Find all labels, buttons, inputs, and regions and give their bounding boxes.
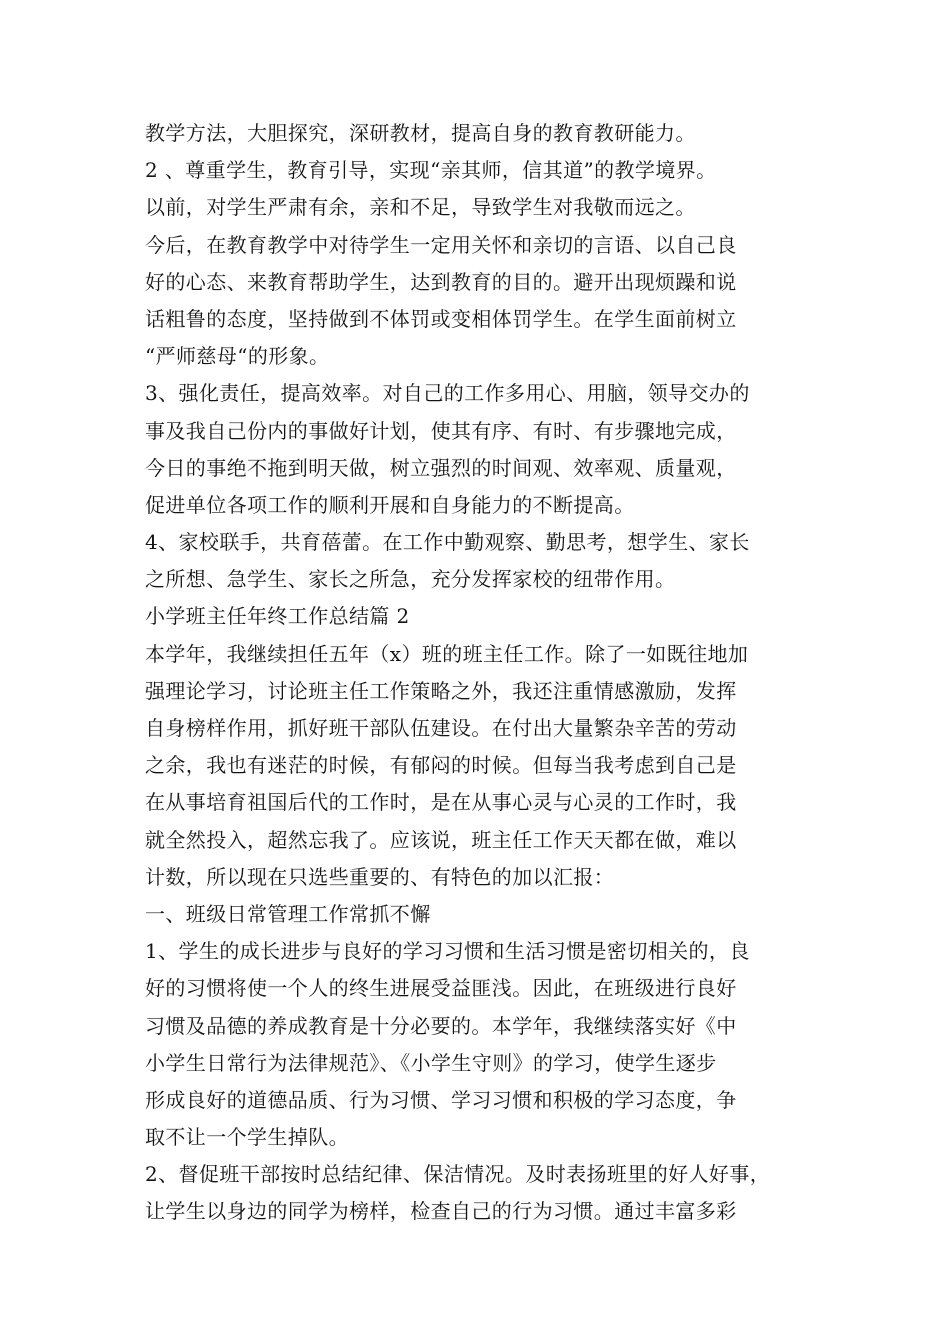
text-line: 本学年，我继续担任五年（x）班的班主任工作。除了一如既往地加 xyxy=(145,641,749,666)
document-body xyxy=(145,115,845,1231)
text-line: 话粗鲁的态度，坚持做到不体罚或变相体罚学生。在学生面前树立 xyxy=(145,306,737,331)
text-line: 以前，对学生严肃有余，亲和不足，导致学生对我敬而远之。 xyxy=(145,195,696,220)
text-line: 事及我自己份内的事做好计划，使其有序、有时、有步骤地完成， xyxy=(145,418,737,443)
text-line: 今日的事绝不拖到明天做，树立强烈的时间观、效率观、质量观， xyxy=(145,455,737,480)
text-line: 自身榜样作用，抓好班干部队伍建设。在付出大量繁杂辛苦的劳动 xyxy=(145,716,737,740)
text-line: 取不让一个学生掉队。 xyxy=(145,1125,349,1150)
text-line: “严师慈母“的形象。 xyxy=(145,344,330,369)
text-line: 小学生日常行为法律规范》、《小学生守则》的学习，使学生逐步 xyxy=(145,1050,717,1075)
text-line: 让学生以身边的同学为榜样，检查自己的行为习惯。通过丰富多彩 xyxy=(145,1199,737,1224)
text-line: 之余，我也有迷茫的时候，有郁闷的时候。但每当我考虑到自己是 xyxy=(145,753,737,778)
text-line: 2 、尊重学生，教育引导，实现“亲其师，信其道”的教学境界。 xyxy=(145,158,717,183)
text-line: 计数，所以现在只选些重要的、有特色的加以汇报： xyxy=(145,864,615,889)
text-line: 教学方法，大胆探究，深研教材，提高自身的教育教研能力。 xyxy=(145,121,696,145)
text-line: 1、学生的成长进步与良好的学习习惯和生活习惯是密切相关的，良 xyxy=(145,939,750,964)
text-line: 3、强化责任，提高效率。对自己的工作多用心、用脑，领导交办的 xyxy=(145,381,750,406)
text-line: 在从事培育祖国后代的工作时，是在从事心灵与心灵的工作时，我 xyxy=(145,790,737,815)
text-line: 强理论学习，讨论班主任工作策略之外，我还注重情感激励，发挥 xyxy=(145,678,737,703)
text-line: 之所想、急学生、家长之所急，充分发挥家校的纽带作用。 xyxy=(145,567,676,592)
text-line: 习惯及品德的养成教育是十分必要的。本学年，我继续落实好《中 xyxy=(145,1013,737,1038)
section-heading: 小学班主任年终工作总结篇 2 xyxy=(145,604,410,629)
text-line: 就全然投入，超然忘我了。应该说，班主任工作天天都在做，难以 xyxy=(145,827,737,852)
text-line: 好的心态、来教育帮助学生，达到教育的目的。避开出现烦躁和说 xyxy=(145,269,737,294)
subsection-heading: 一、班级日常管理工作常抓不懈 xyxy=(145,901,431,926)
text-line: 2、督促班干部按时总结纪律、保洁情况。及时表扬班里的好人好事， xyxy=(145,1162,771,1187)
text-line: 好的习惯将使一个人的终生进展受益匪浅。因此，在班级进行良好 xyxy=(145,976,737,1001)
text-line: 4、家校联手，共育蓓蕾。在工作中勤观察、勤思考，想学生、家长 xyxy=(145,530,750,555)
text-line: 促进单位各项工作的顺利开展和自身能力的不断提高。 xyxy=(145,492,635,517)
text-line: 形成良好的道德品质、行为习惯、学习习惯和积极的学习态度，争 xyxy=(145,1087,737,1112)
text-line: 今后，在教育教学中对待学生一定用关怀和亲切的言语、以自己良 xyxy=(145,232,737,257)
